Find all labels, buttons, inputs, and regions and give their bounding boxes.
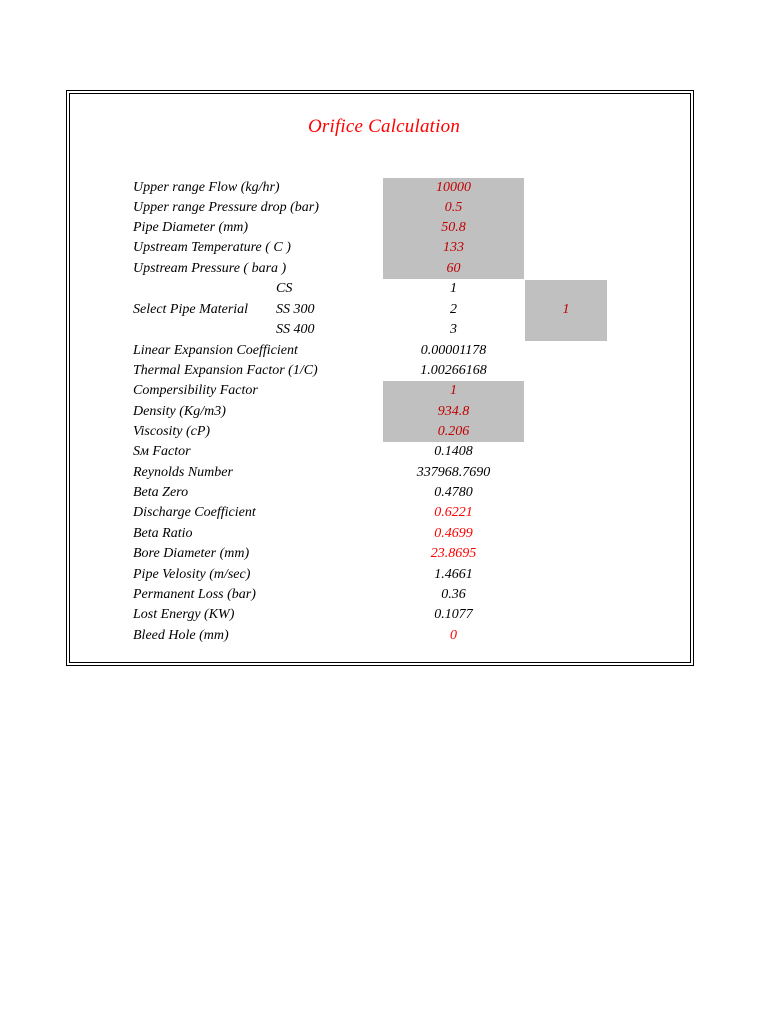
row-material-ss400 <box>0 320 768 340</box>
label-pipe-diameter: Pipe Diameter (mm) <box>133 220 249 235</box>
input-upper-dp[interactable]: 0.5 <box>444 200 463 215</box>
material-option-code: 2 <box>450 302 457 317</box>
value-bore: 23.8695 <box>430 546 477 561</box>
value-linear-exp: 0.00001178 <box>420 343 487 358</box>
material-option-name: SS 400 <box>276 322 315 337</box>
label-beta-ratio: Beta Ratio <box>133 526 193 541</box>
label-beta-zero: Beta Zero <box>133 485 189 500</box>
material-option-name: SS 300 <box>276 302 315 317</box>
row-compressibility <box>0 381 768 401</box>
input-upper-flow[interactable]: 10000 <box>436 180 471 195</box>
label-compressibility: Compersibility Factor <box>133 383 258 398</box>
label-velocity: Pipe Velosity (m/sec) <box>133 567 251 582</box>
label-upper-flow: Upper range Flow (kg/hr) <box>133 180 280 195</box>
value-thermal-exp: 1.00266168 <box>420 363 487 378</box>
input-density[interactable]: 934.8 <box>437 404 470 419</box>
value-beta-zero: 0.4780 <box>434 485 473 500</box>
label-bleed: Bleed Hole (mm) <box>133 628 229 643</box>
label-bore: Bore Diameter (mm) <box>133 546 250 561</box>
row-beta-zero <box>0 483 768 503</box>
row-sm-factor <box>0 442 768 462</box>
label-lost-energy: Lost Energy (KW) <box>133 607 235 622</box>
row-reynolds <box>0 463 768 483</box>
row-thermal-exp <box>0 361 768 381</box>
value-velocity: 1.4661 <box>434 567 473 582</box>
value-beta-ratio: 0.4699 <box>434 526 473 541</box>
row-discharge <box>0 503 768 523</box>
input-up-pressure[interactable]: 60 <box>446 261 461 276</box>
row-upper-flow <box>0 178 768 198</box>
label-up-pressure: Upstream Pressure ( bara ) <box>133 261 287 276</box>
row-linear-exp <box>0 341 768 361</box>
label-material: Select Pipe Material <box>133 302 249 317</box>
row-beta-ratio <box>0 524 768 544</box>
row-bore <box>0 544 768 564</box>
input-compressibility[interactable]: 1 <box>450 383 457 398</box>
material-selection-input[interactable]: 1 <box>562 302 570 317</box>
label-linear-exp: Linear Expansion Coefficient <box>133 343 298 358</box>
material-option-code: 1 <box>450 281 457 296</box>
row-density <box>0 402 768 422</box>
material-option-name: CS <box>276 281 293 296</box>
label-viscosity: Viscosity (cP) <box>133 424 211 439</box>
row-up-temp <box>0 238 768 258</box>
label-perm-loss: Permanent Loss (bar) <box>133 587 256 602</box>
row-lost-energy <box>0 605 768 625</box>
row-pipe-diameter <box>0 218 768 238</box>
label-discharge: Discharge Coefficient <box>133 505 256 520</box>
input-pipe-diameter[interactable]: 50.8 <box>441 220 466 235</box>
value-reynolds: 337968.7690 <box>416 465 491 480</box>
material-option-code: 3 <box>450 322 457 337</box>
page-title: Orifice Calculation <box>307 116 461 137</box>
row-upper-dp <box>0 198 768 218</box>
input-up-temp[interactable]: 133 <box>443 240 464 255</box>
label-density: Density (Kg/m3) <box>133 404 226 419</box>
label-up-temp: Upstream Temperature ( C ) <box>133 240 291 255</box>
row-perm-loss <box>0 585 768 605</box>
row-material-ss300 <box>0 300 768 320</box>
value-lost-energy: 0.1077 <box>434 607 473 622</box>
label-upper-dp: Upper range Pressure drop (bar) <box>133 200 319 215</box>
row-viscosity <box>0 422 768 442</box>
row-velocity <box>0 565 768 585</box>
row-material-cs <box>0 279 768 299</box>
label-sm-factor: Sм Factor <box>133 444 191 459</box>
row-bleed <box>0 626 768 646</box>
value-sm-factor: 0.1408 <box>434 444 473 459</box>
value-bleed: 0 <box>450 628 457 643</box>
label-reynolds: Reynolds Number <box>133 465 233 480</box>
value-perm-loss: 0.36 <box>441 587 466 602</box>
value-discharge: 0.6221 <box>434 505 473 520</box>
label-thermal-exp: Thermal Expansion Factor (1/C) <box>133 363 318 378</box>
row-up-pressure <box>0 259 768 279</box>
input-viscosity[interactable]: 0.206 <box>437 424 470 439</box>
